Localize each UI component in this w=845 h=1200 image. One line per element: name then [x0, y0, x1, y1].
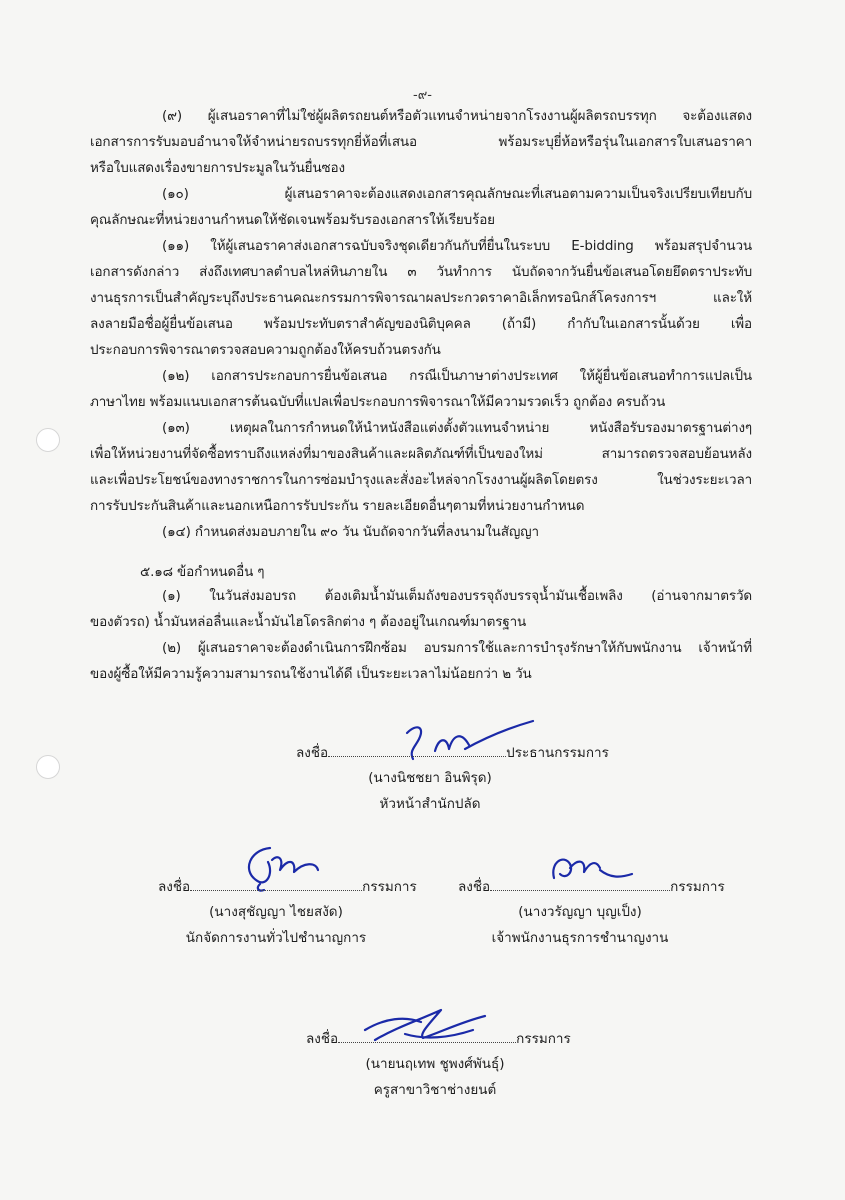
member-right-name: (นางวรัญญา บุญเป็ง): [518, 904, 642, 920]
page-number: -๙-: [413, 88, 432, 103]
paragraph-line: ของตัวรถ) น้ำมันหล่อลื่นและน้ำมันไฮโดรลิกต่าง ๆ ต้องอยู่ในเกณฑ์มาตรฐาน: [90, 614, 527, 630]
section-heading: ๕.๑๘ ข้อกำหนดอื่น ๆ: [140, 564, 265, 580]
sign-prefix: ลงชื่อ: [296, 745, 329, 761]
paragraph-line: การรับประกันสินค้าและนอกเหนือการรับประกัน รายละเอียดอื่นๆตามที่หน่วยงานกำหนด: [90, 498, 585, 514]
binder-hole: [36, 428, 60, 452]
member-bottom-name: (นายนฤเทพ ชูพงศ์พันธุ์): [365, 1056, 505, 1072]
binder-hole: [36, 755, 60, 779]
signature-dots: [490, 876, 670, 891]
paragraph-line: (๙) ผู้เสนอราคาที่ไม่ใช่ผู้ผลิตรถยนต์หรือตัวแทนจำหน่ายจากโรงงานผู้ผลิตรถบรรทุก จะต้องแสดง: [162, 108, 752, 124]
paragraph-line: (๑๔) กำหนดส่งมอบภายใน ๙๐ วัน นับถัดจากวันที่ลงนามในสัญญา: [162, 524, 539, 540]
paragraph-line: (๑๑) ให้ผู้เสนอราคาส่งเอกสารฉบับจริงชุดเดียวกันกับที่ยื่นในระบบ E-bidding พร้อมสรุปจำนวน: [162, 238, 752, 254]
member-right-position: เจ้าพนักงานธุรการชำนาญงาน: [491, 930, 669, 946]
signature-dots: [328, 742, 506, 757]
paragraph-line: (๑๓) เหตุผลในการกำหนดให้นำหนังสือแต่งตั้งตัวแทนจำหน่าย หนังสือรับรองมาตรฐานต่างๆ: [162, 420, 752, 436]
chair-name: (นางนิชชยา อินพิรุด): [368, 770, 492, 786]
member-right-role: กรรมการ: [670, 879, 725, 895]
chair-sign-line: [296, 742, 609, 763]
signature-dots: [338, 1028, 516, 1043]
paragraph-line: ภาษาไทย พร้อมแนบเอกสารต้นฉบับที่แปลเพื่อประกอบการพิจารณาให้มีความรวดเร็ว ถูกต้อง ครบถ้วน: [90, 394, 666, 410]
member-left-role: กรรมการ: [362, 879, 417, 895]
paragraph-line: ประกอบการพิจารณาตรวจสอบความถูกต้องให้ครบถ้วนตรงกัน: [90, 342, 441, 358]
member-bottom-position: ครูสาขาวิชาช่างยนต์: [373, 1082, 497, 1098]
paragraph-line: หรือใบแสดงเรื่องขายการประมูลในวันยื่นซอง: [90, 160, 345, 176]
paragraph-line: ลงลายมือชื่อผู้ยื่นข้อเสนอ พร้อมประทับตราสำคัญของนิติบุคคล (ถ้ามี) กำกับในเอกสารนั้นด้วย เพื่อ: [90, 316, 752, 332]
paragraph-line: คุณลักษณะที่หน่วยงานกำหนดให้ชัดเจนพร้อมรับรองเอกสารให้เรียบร้อย: [90, 212, 495, 228]
paragraph-line: เอกสารดังกล่าว ส่งถึงเทศบาลตำบลไหล่หินภายใน ๓ วันทำการ นับถัดจากวันยื่นข้อเสนอโดยยึดตราประทับ: [90, 264, 752, 280]
paragraph-line: (๑๒) เอกสารประกอบการยื่นข้อเสนอ กรณีเป็นภาษาต่างประเทศ ให้ผู้ยื่นข้อเสนอทำการแปลเป็น: [162, 368, 752, 384]
paragraph-line: และเพื่อประโยชน์ของทางราชการในการซ่อมบำรุงและสั่งอะไหล่จากโรงงานผู้ผลิตโดยตรง ในช่วงระยะเวลา: [90, 472, 752, 488]
paragraph-line: (๑) ในวันส่งมอบรถ ต้องเติมน้ำมันเต็มถังของบรรจุถังบรรจุน้ำมันเชื้อเพลิง (อ่านจากมาตรวัด: [162, 588, 752, 604]
member-bottom-role: กรรมการ: [516, 1031, 571, 1047]
paragraph-line: (๒) ผู้เสนอราคาจะต้องดำเนินการฝึกซ้อม อบรมการใช้และการบำรุงรักษาให้กับพนักงาน เจ้าหน้าที่: [162, 640, 752, 656]
member-left-position: นักจัดการงานทั่วไปชำนาญการ: [185, 930, 367, 946]
member-left-name: (นางสุชัญญา ไชยสงัด): [209, 904, 343, 920]
paragraph-line: ของผู้ซื้อให้มีความรู้ความสามารถนใช้งานได้ดี เป็นระยะเวลาไม่น้อยกว่า ๒ วัน: [90, 666, 532, 682]
sign-prefix: ลงชื่อ: [158, 879, 191, 895]
chair-position: หัวหน้าสำนักปลัด: [379, 796, 481, 812]
paragraph-line: เอกสารการรับมอบอำนาจให้จำหน่ายรถบรรทุกยี่ห้อที่เสนอ พร้อมระบุยี่ห้อหรือรุ่นในเอกสารใบเสนอราคา: [90, 134, 752, 150]
member-bottom-sign-line: [306, 1028, 571, 1049]
member-left-sign-line: [158, 876, 417, 897]
paragraph-line: (๑๐) ผู้เสนอราคาจะต้องแสดงเอกสารคุณลักษณะที่เสนอตามความเป็นจริงเปรียบเทียบกับ: [162, 186, 752, 202]
sign-prefix: ลงชื่อ: [306, 1031, 339, 1047]
paragraph-line: งานธุรการเป็นสำคัญระบุถึงประธานคณะกรรมการพิจารณาผลประกวดราคาอิเล็กทรอนิกส์โครงการฯ และให้: [90, 290, 752, 306]
member-right-sign-line: [458, 876, 725, 897]
signature-dots: [190, 876, 362, 891]
paragraph-line: เพื่อให้หน่วยงานที่จัดซื้อทราบถึงแหล่งที่มาของสินค้าและผลิตภัณฑ์ที่เป็นของใหม่ สามารถตรวจสอบย้อนหลัง: [90, 446, 752, 462]
chair-role: ประธานกรรมการ: [506, 745, 609, 761]
sign-prefix: ลงชื่อ: [458, 879, 491, 895]
